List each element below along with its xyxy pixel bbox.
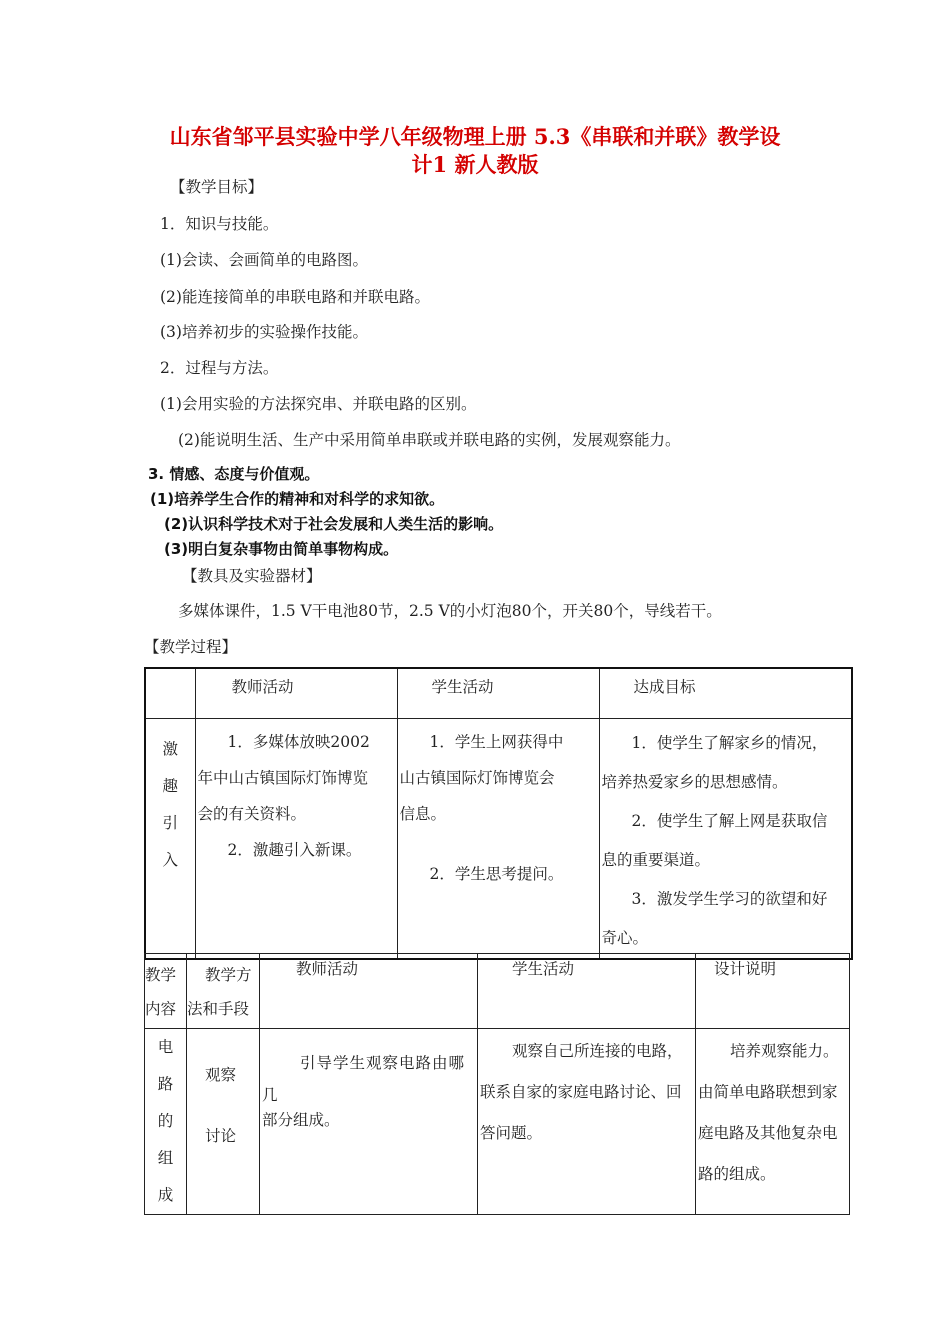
goal-line: (3)培养初步的实验操作技能。: [160, 323, 368, 341]
student-activity-cell: 1．学生上网获得中 山古镇国际灯饰博览会 信息。 2．学生思考提问。: [397, 718, 599, 959]
stage-char: 引: [162, 813, 178, 832]
document-title-line1: 山东省邹平县实验中学八年级物理上册 5.3《串联和并联》教学设: [169, 124, 781, 149]
method-cell: 观察 讨论: [187, 1029, 260, 1215]
teacher-activity-cell: 引导学生观察电路由哪 几 部分组成。: [260, 1029, 478, 1215]
header-empty-cell: [145, 668, 195, 718]
content-char: 的: [157, 1112, 174, 1130]
header-teacher-activity: 教师活动: [195, 668, 397, 718]
equipment-text: 多媒体课件，1.5 V干电池80节，2.5 V的小灯泡80个，开关80个，导线若干。: [178, 602, 722, 620]
teacher-activity-cell: 1．多媒体放映2002 年中山古镇国际灯饰博览 会的有关资料。 2．激趣引入新课。: [195, 718, 397, 959]
goal-image-line: 3. 情感、态度与价值观。: [148, 465, 320, 483]
achievement-goals-cell: 1．使学生了解家乡的情况， 培养热爱家乡的思想感情。 2．使学生了解上网是获取信 息的重要渠道。 3．激发学生学习的欲望和好 奇心。: [599, 718, 852, 959]
header-design-notes: 设计说明: [696, 954, 850, 1029]
section-heading-goals: 【教学目标】: [170, 178, 264, 196]
content-char: 组: [157, 1149, 174, 1167]
document-title-line2: 计1 新人教版: [411, 152, 539, 177]
goal-line: (1)会用实验的方法探究串、并联电路的区别。: [160, 395, 477, 413]
student-activity-cell: 观察自己所连接的电路， 联系自家的家庭电路讨论、回 答问题。: [478, 1029, 696, 1215]
process-table-circuit: [144, 953, 850, 1215]
stage-label-intro: [145, 718, 195, 959]
goal-line: (2)能连接简单的串联电路和并联电路。: [160, 288, 430, 306]
process-table-intro: [144, 667, 853, 960]
header-student-activity: 学生活动: [397, 668, 599, 718]
goal-line: (2)能说明生活、生产中采用简单串联或并联电路的实例，发展观察能力。: [178, 431, 681, 449]
stage-char: 入: [162, 850, 178, 869]
header-teaching-method: 教学方 法和手段: [187, 954, 260, 1029]
section-heading-equipment: 【教具及实验器材】: [182, 567, 322, 585]
goal-line: 2．过程与方法。: [160, 359, 279, 377]
stage-char: 趣: [162, 776, 178, 795]
content-char: 电: [157, 1038, 174, 1056]
goal-line: 1．知识与技能。: [160, 215, 279, 233]
goal-image-line: (2)认识科学技术对于社会发展和人类生活的影响。: [164, 515, 504, 533]
goal-image-line: (1)培养学生合作的精神和对科学的求知欲。: [150, 490, 445, 508]
design-notes-cell: 培养观察能力。 由简单电路联想到家 庭电路及其他复杂电 路的组成。: [696, 1029, 850, 1215]
header-student-activity: 学生活动: [478, 954, 696, 1029]
goal-line: (1)会读、会画简单的电路图。: [160, 251, 368, 269]
header-teaching-content: 教学 内容: [145, 954, 187, 1029]
section-heading-process: 【教学过程】: [144, 638, 238, 656]
goal-image-line: (3)明白复杂事物由简单事物构成。: [164, 540, 399, 558]
header-teacher-activity: 教师活动: [260, 954, 478, 1029]
content-char: 路: [157, 1075, 174, 1093]
header-achievement-goals: 达成目标: [599, 668, 852, 718]
content-char: 成: [157, 1186, 174, 1204]
content-label-circuit: [145, 1029, 187, 1215]
stage-char: 激: [162, 739, 178, 758]
